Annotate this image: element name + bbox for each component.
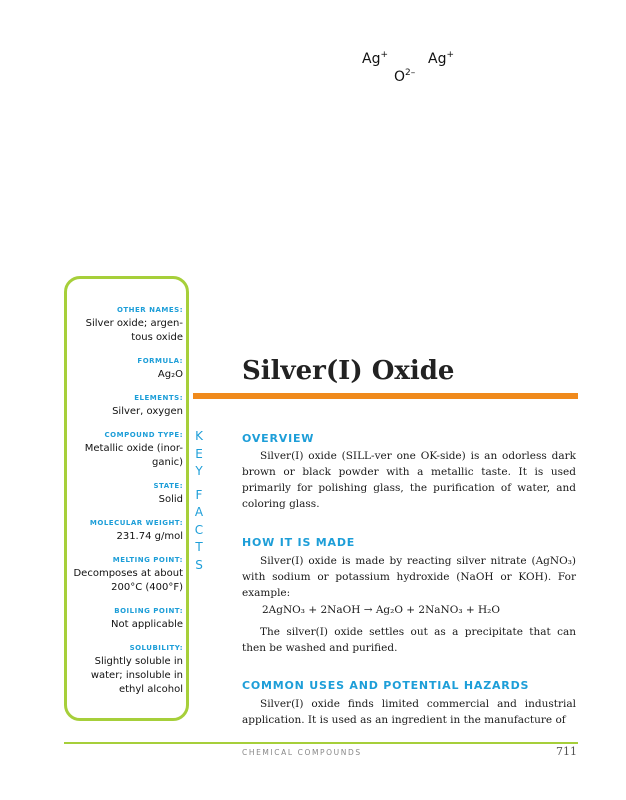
page-title: Silver(I) Oxide (242, 356, 455, 386)
how-made-paragraph: Silver(I) oxide is made by reacting silver nitrate (AgNO₃) with sodium or potassium hydroxide (NaOH or KOH). For example: (242, 555, 576, 599)
other-names-label: OTHER NAMES: (116, 306, 183, 314)
molecular-weight-label: MOLECULAR WEIGHT: (89, 519, 183, 527)
elements-value: Silver, oxygen (112, 406, 183, 417)
ion-ag-left (362, 50, 388, 67)
compound-type-value: Metallic oxide (inor- ganic) (84, 443, 183, 468)
ion-ag-left-symbol: Ag (362, 51, 381, 67)
uses-heading: COMMON USES AND POTENTIAL HAZARDS (242, 679, 530, 692)
boiling-point-value: Not applicable (111, 619, 183, 630)
kf-letter: Y (195, 464, 203, 478)
kf-letter: F (195, 487, 203, 502)
overview-heading: OVERVIEW (242, 432, 315, 445)
kf-letter: T (195, 540, 203, 554)
ion-oxygen-symbol: O (394, 69, 406, 85)
key-facts-vertical-label (189, 428, 209, 574)
title-divider (193, 393, 578, 399)
kf-letter: E (195, 446, 203, 461)
formula-label: FORMULA: (137, 357, 183, 365)
footer-rule (64, 742, 578, 744)
ion-oxygen (394, 68, 415, 85)
state-label: STATE: (153, 482, 183, 490)
elements-label: ELEMENTS: (134, 394, 183, 402)
ion-ag-right (428, 50, 454, 67)
key-facts-list (70, 305, 183, 697)
kf-letter: C (194, 522, 204, 537)
melting-point-value: Decomposes at about 200°C (400°F) (73, 568, 183, 593)
other-names-value: Silver oxide; argen- tous oxide (85, 318, 183, 343)
ion-ag-right-symbol: Ag (428, 51, 447, 67)
molecular-weight-value: 231.74 g/mol (116, 531, 183, 542)
how-made-heading: HOW IT IS MADE (242, 536, 356, 549)
footer-book-title: CHEMICAL COMPOUNDS (242, 748, 362, 757)
ion-oxygen-charge: 2– (405, 68, 416, 78)
ion-ag-left-charge: + (380, 50, 389, 60)
uses-paragraph: Silver(I) oxide finds limited commercial and industrial application. It is used as an ingredient in the manufacture of (242, 698, 576, 726)
ion-ag-right-charge: + (446, 50, 455, 60)
formula-value: Ag₂O (157, 369, 183, 380)
kf-letter: K (195, 429, 203, 443)
solubility-value: Slightly soluble in water; insoluble in ethyl alcohol (90, 656, 183, 695)
page-number: 711 (556, 745, 577, 758)
solubility-label: SOLUBILITY: (129, 644, 183, 652)
melting-point-label: MELTING POINT: (112, 556, 183, 564)
overview-paragraph: Silver(I) oxide (SILL-ver one OK-side) is an odorless dark brown or black powder with a metallic taste. It is used primarily for polishing glass, the purification of water, and coloring glass. (242, 450, 576, 510)
kf-letter: A (194, 505, 204, 519)
kf-letter: S (195, 557, 203, 572)
precipitate-paragraph: The silver(I) oxide settles out as a precipitate that can then be washed and purified. (242, 626, 576, 654)
boiling-point-label: BOILING POINT: (114, 607, 183, 615)
state-value: Solid (158, 494, 183, 505)
compound-type-label: COMPOUND TYPE: (104, 431, 183, 439)
reaction-equation: 2AgNO₃ + 2NaOH → Ag₂O + 2NaNO₃ + H₂O (262, 604, 501, 616)
